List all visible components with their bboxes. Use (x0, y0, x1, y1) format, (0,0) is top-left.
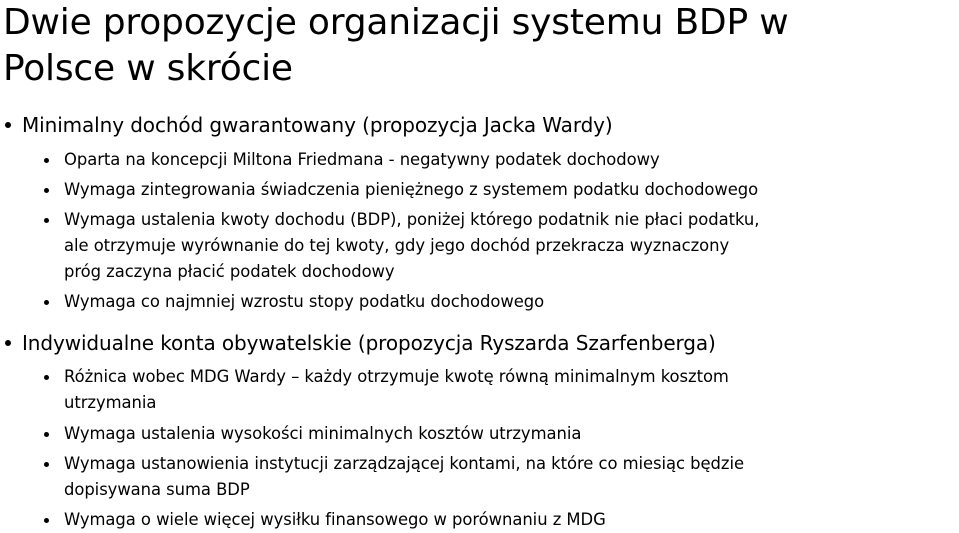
section-heading-text: Minimalny dochód gwarantowany (propozycja Jacka Wardy) (22, 113, 613, 137)
bullet-dot-icon (5, 122, 11, 128)
bullet-dot-icon (44, 188, 49, 193)
slide-title-line: Polsce w skrócie (3, 48, 293, 89)
list-item-line: Oparta na koncepcji Miltona Friedmana - negatywny podatek dochodowy (64, 150, 660, 169)
list-item-text (64, 207, 759, 285)
list-item-text (64, 507, 606, 533)
bullet-dot-icon (44, 158, 49, 163)
list-item-text (64, 364, 729, 416)
bullet-dot-icon (5, 340, 11, 346)
bullet-dot-icon (44, 375, 49, 380)
bullet-dot-icon (44, 218, 49, 223)
bullet-dot-icon (44, 518, 49, 523)
bullet-dot-icon (44, 300, 49, 305)
list-item-line: Wymaga ustalenia wysokości minimalnych kosztów utrzymania (64, 424, 582, 443)
list-item-text (64, 177, 758, 203)
list-item-text (64, 289, 544, 315)
list-item-line: utrzymania (64, 393, 157, 412)
list-item-line: próg zaczyna płacić podatek dochodowy (64, 262, 395, 281)
section-heading-text: Indywidualne konta obywatelskie (propozycja Ryszarda Szarfenberga) (22, 331, 716, 355)
list-item-line: Wymaga zintegrowania świadczenia pieniężnego z systemem podatku dochodowego (64, 180, 759, 199)
list-item-line: Wymaga ustanowienia instytucji zarządzającej kontami, na które co miesiąc będzie (64, 454, 744, 473)
slide-title (3, 0, 953, 92)
bullet-dot-icon (44, 462, 49, 467)
list-item-text (64, 451, 744, 503)
list-item-text (64, 147, 660, 173)
list-item-text (64, 421, 581, 447)
list-item-line: ale otrzymuje wyrównanie do tej kwoty, gdy jego dochód przekracza wyznaczony (64, 236, 730, 255)
list-item-line: Wymaga ustalenia kwoty dochodu (BDP), poniżej którego podatnik nie płaci podatku, (64, 210, 760, 229)
bullet-dot-icon (44, 432, 49, 437)
list-item-line: Wymaga co najmniej wzrostu stopy podatku dochodowego (64, 292, 545, 311)
list-item-line: Wymaga o wiele więcej wysiłku finansowego w porównaniu z MDG (64, 510, 606, 529)
slide-title-line: Dwie propozycje organizacji systemu BDP w (3, 2, 789, 43)
list-item-line: dopisywana suma BDP (64, 480, 250, 499)
list-item-line: Różnica wobec MDG Wardy – każdy otrzymuje kwotę równą minimalnym kosztom (64, 367, 729, 386)
